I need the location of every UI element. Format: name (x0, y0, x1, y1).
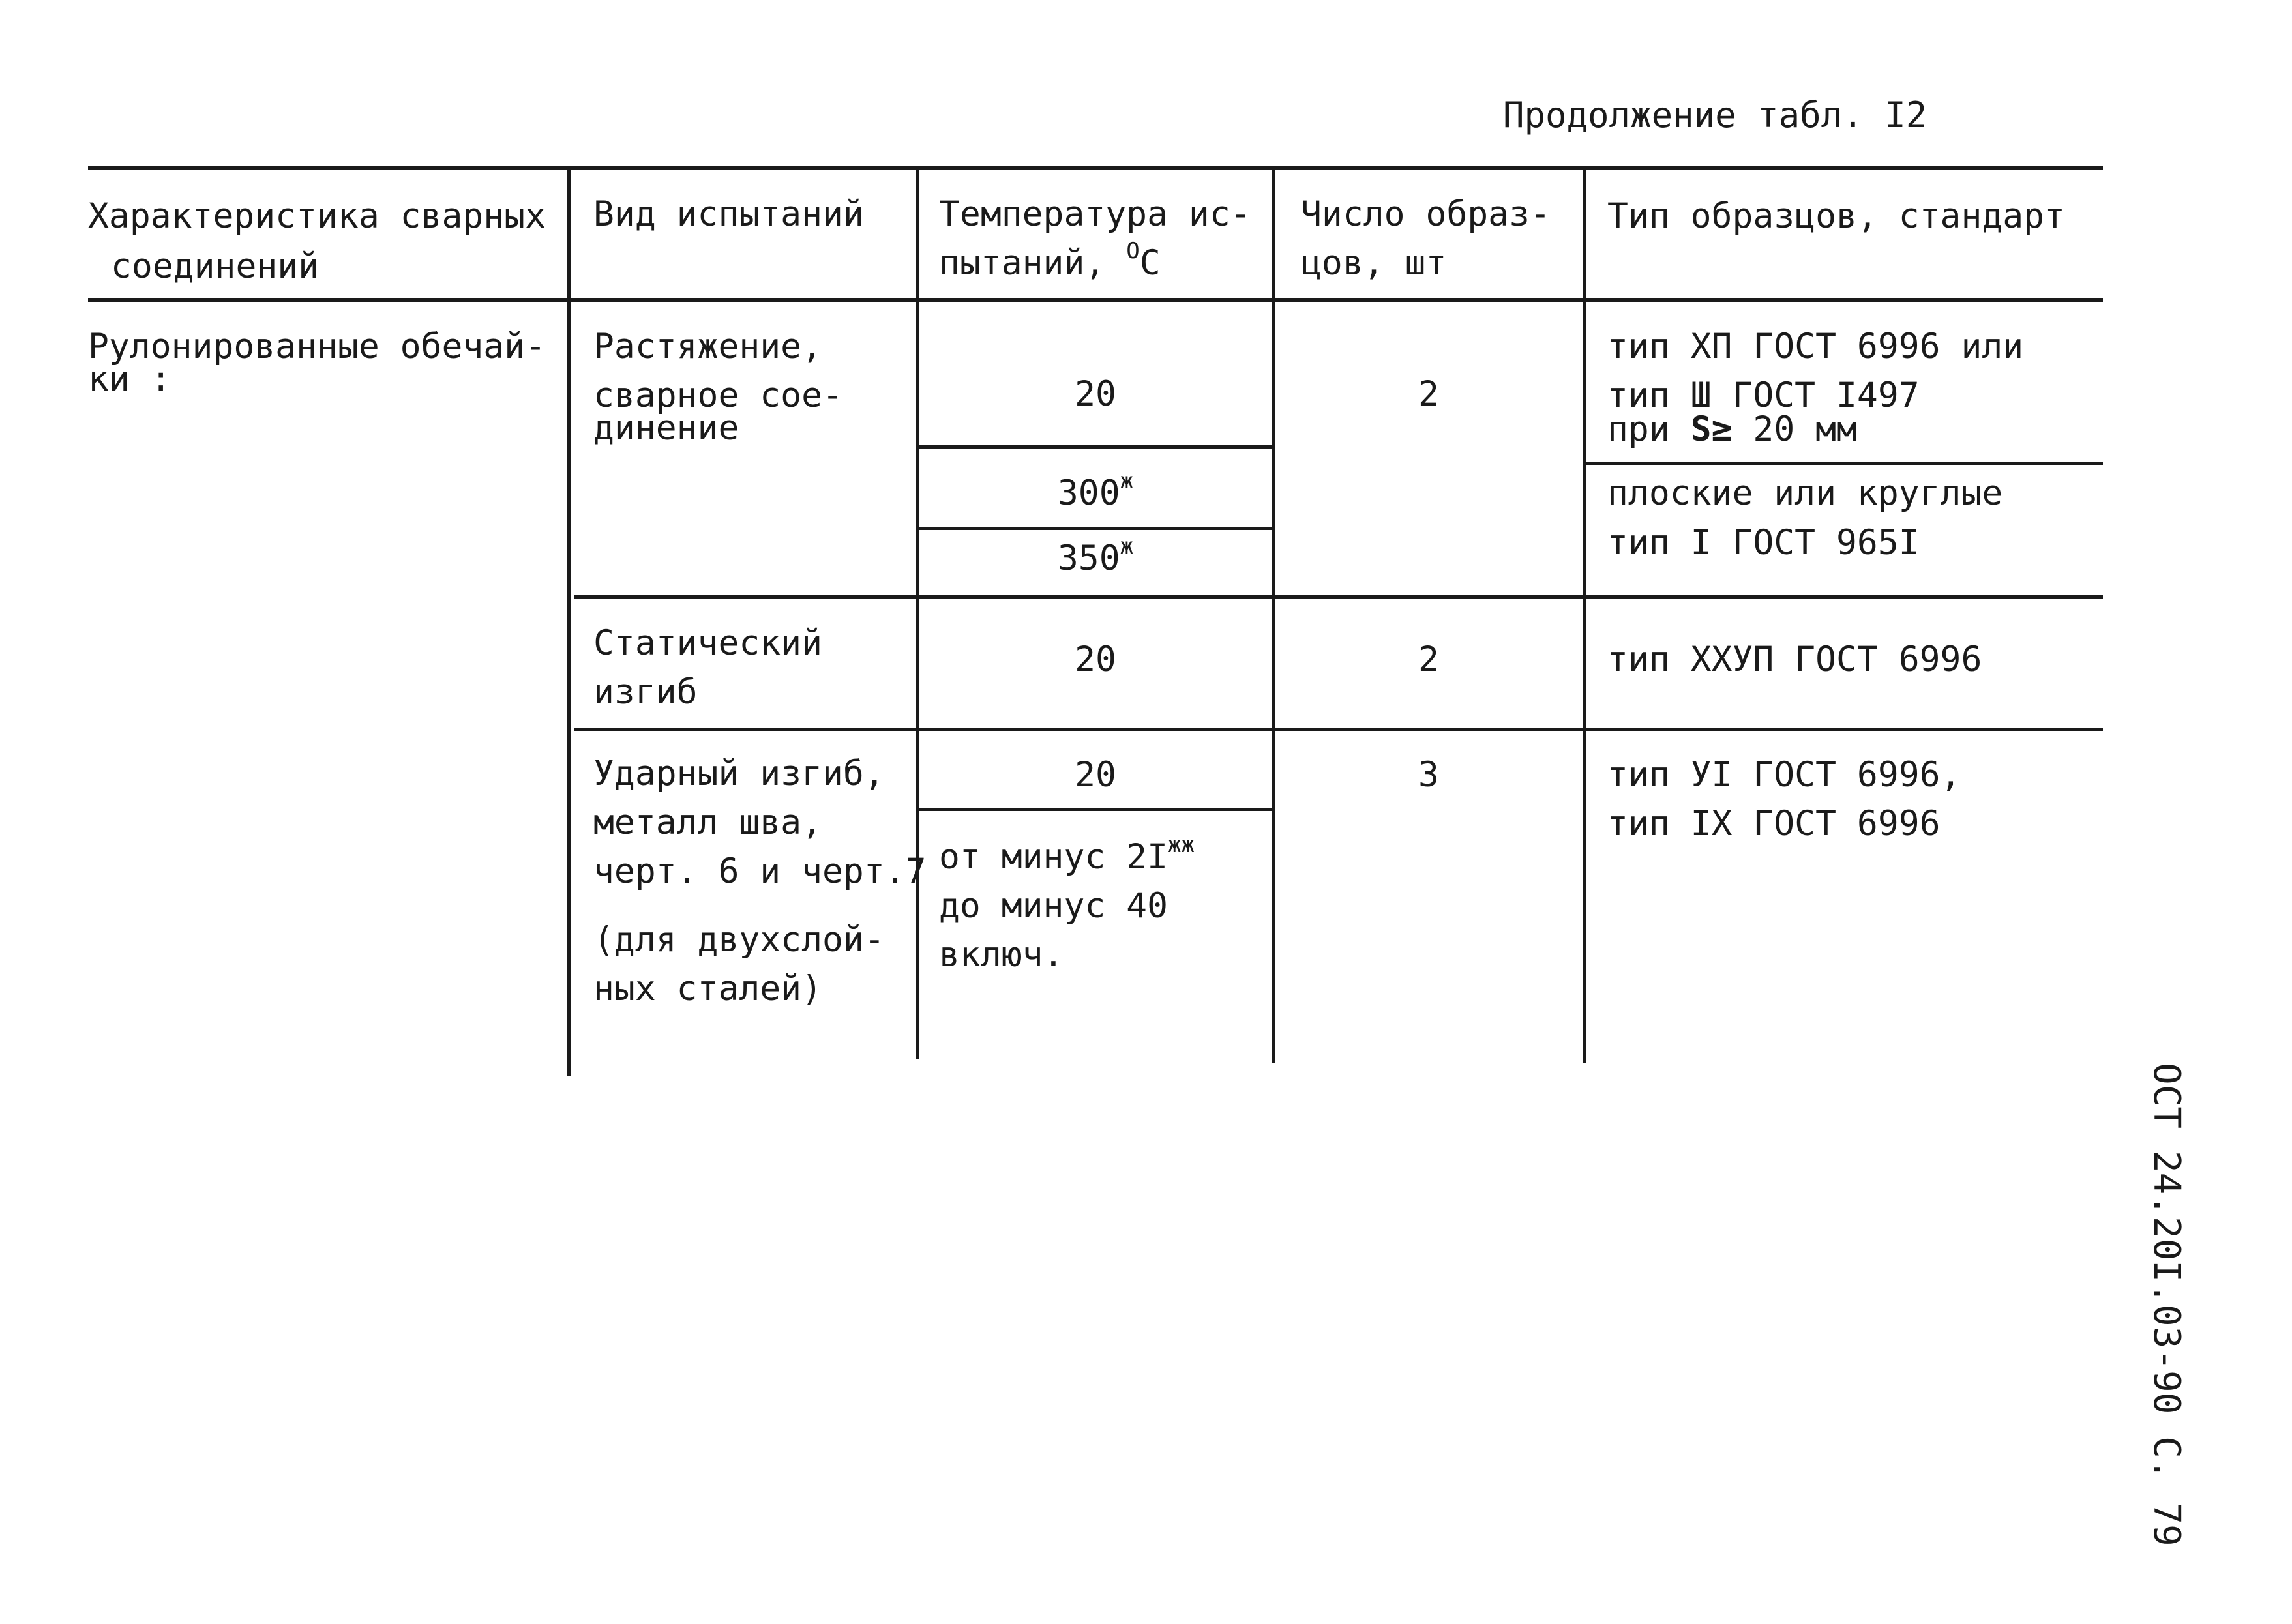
temp-divider-2 (919, 527, 1272, 530)
bend-count: 2 (1418, 640, 1439, 679)
footnote-mark: жж (1168, 832, 1195, 859)
header-count-line1: Число образ- (1301, 194, 1551, 234)
condition-prefix: при (1607, 409, 1670, 449)
tension-row-bottom-rule (574, 595, 2103, 599)
temp-divider-1 (919, 445, 1272, 449)
tension-type2-line1: плоские или круглые (1607, 473, 2003, 513)
bend-row-bottom-rule (574, 728, 2103, 731)
impact-type-line1: тип УI ГОСТ 6996, (1607, 755, 1961, 795)
bend-test-line2: изгиб (593, 672, 698, 712)
tension-type-condition (1607, 406, 1857, 454)
column-divider-4 (1583, 166, 1586, 1063)
characteristic-line1: Рулонированные обечай- (88, 327, 546, 366)
tension-type-line1: тип ХП ГОСТ 6996 или (1607, 327, 2024, 366)
header-temperature-unit: С (1139, 243, 1161, 283)
header-specimen-type: Тип образцов, стандарт (1607, 196, 2065, 236)
header-characteristic-line1: Характеристика сварных (88, 196, 546, 236)
header-temperature-label: пытаний, (939, 243, 1106, 283)
header-count-line2: цов, шт (1301, 243, 1447, 283)
column-divider-3 (1272, 166, 1275, 1063)
column-divider-1 (567, 166, 571, 1076)
column-divider-2 (916, 166, 919, 1059)
impact-count: 3 (1418, 755, 1439, 795)
condition-symbol: S≥ (1690, 409, 1733, 449)
impact-temp-2-line2: до минус 40 (939, 886, 1168, 926)
impact-test-line5: ных сталей) (593, 969, 822, 1009)
continuation-title: Продолжение табл. I2 (1503, 95, 1927, 136)
impact-type-line2: тип IХ ГОСТ 6996 (1607, 804, 1941, 844)
tension-temp-350-value: 350 (1057, 539, 1120, 578)
header-characteristic-line2: соединений (111, 246, 320, 286)
bend-type: тип ХХУП ГОСТ 6996 (1607, 640, 1982, 679)
footnote-mark: ж (1120, 533, 1134, 560)
tension-type2-line2: тип I ГОСТ 965I (1607, 523, 1920, 563)
impact-test-line2: металл шва, (593, 803, 822, 842)
tension-count: 2 (1418, 374, 1439, 414)
tension-type-line2: тип Ш ГОСТ I497 (1607, 376, 1920, 415)
impact-temp-2-line1 (939, 833, 1195, 881)
tension-temp-300-value: 300 (1057, 473, 1120, 513)
bend-test-line1: Статический (593, 623, 822, 663)
tension-test-line1: Растяжение, (593, 327, 822, 366)
bend-temp: 20 (1075, 640, 1116, 679)
tension-temp-300 (919, 469, 1272, 518)
impact-test-line1: Ударный изгиб, (593, 754, 885, 793)
table-top-rule (88, 166, 2103, 170)
header-test-type: Вид испытаний (593, 194, 864, 234)
degree-mark: О (1126, 238, 1140, 265)
impact-test-line3: черт. 6 и черт.7 (593, 851, 927, 891)
header-temperature-line1: Температура ис- (939, 194, 1251, 234)
condition-value: 20 мм (1753, 409, 1857, 449)
tension-temp-350 (919, 535, 1272, 583)
type-divider (1586, 462, 2103, 465)
characteristic-line2: ки : (88, 359, 171, 399)
tension-test-line2: сварное сое- (593, 376, 843, 415)
impact-temp-1: 20 (1075, 755, 1116, 795)
tension-temp-main: 20 (1075, 374, 1116, 414)
impact-test-line4: (для двухслой- (593, 920, 885, 960)
impact-temp-2-line3: включ. (939, 935, 1064, 975)
tension-test-line3: динение (593, 408, 739, 448)
header-temperature-line2 (939, 239, 1161, 288)
impact-temp-2-value: от минус 2I (939, 837, 1168, 877)
header-bottom-rule (88, 298, 2103, 302)
footnote-mark: ж (1120, 468, 1134, 495)
document-side-code: ОСТ 24.20I.03-90 С. 79 (2145, 1063, 2188, 1546)
impact-temp-divider (919, 808, 1272, 811)
